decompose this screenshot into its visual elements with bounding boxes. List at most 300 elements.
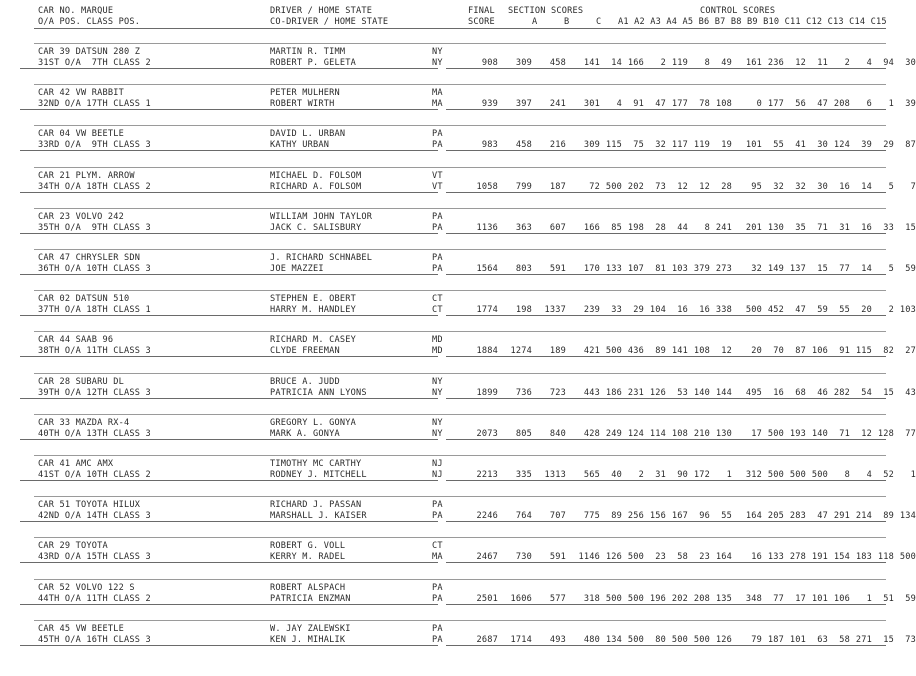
control-score — [732, 182, 740, 192]
control-score: 1 — [888, 99, 894, 110]
entry-underline — [20, 480, 438, 481]
control-score: 32 — [795, 181, 806, 192]
result-entry — [0, 88, 916, 118]
control-score: 32 — [655, 140, 666, 151]
control-score: 39 — [861, 140, 872, 151]
control-score: 133 — [767, 552, 784, 563]
control-score: 500 — [605, 593, 622, 604]
driver-name: GREGORY L. GONYA — [270, 417, 356, 428]
control-score: 89 — [655, 346, 666, 357]
control-score: 500 — [767, 470, 784, 480]
control-score: 164 — [745, 511, 762, 522]
car-marque: CAR 39 DATSUN 280 Z — [38, 47, 141, 57]
section-score: 443 — [583, 387, 600, 398]
entry-divider — [34, 249, 886, 250]
control-score: 30 — [905, 58, 916, 68]
control-score: 103 — [899, 305, 916, 316]
control-score: 12 — [699, 181, 710, 192]
control-score: 144 — [715, 387, 732, 398]
control-score: 101 — [745, 140, 762, 151]
control-score: 177 — [767, 99, 784, 110]
control-score: 15 — [905, 222, 916, 233]
control-score: 47 — [655, 99, 666, 110]
control-score — [732, 58, 740, 68]
final-score: 2246 — [476, 511, 498, 522]
result-entry — [0, 459, 916, 489]
control-score — [732, 99, 740, 109]
result-entry — [0, 129, 916, 159]
score-values — [468, 552, 916, 562]
section-score: 318 — [583, 593, 600, 604]
control-score: 43 — [905, 387, 916, 398]
control-score: 54 — [861, 387, 872, 398]
driver-state: PA — [432, 211, 443, 222]
control-score: 16 — [839, 181, 850, 192]
driver-state: CT — [432, 541, 443, 552]
overall-class-position: 31ST O/A 7TH CLASS 2 — [38, 58, 151, 68]
driver-name: BRUCE A. JUDD — [270, 376, 340, 387]
section-score: 591 — [549, 552, 566, 563]
section-score: 166 — [583, 222, 600, 233]
codriver-name: PATRICIA ANN LYONS — [270, 387, 367, 398]
section-score: 309 — [583, 140, 600, 151]
control-score: 191 — [811, 552, 828, 563]
result-entry — [0, 541, 916, 571]
final-score: 1774 — [476, 305, 498, 316]
control-score: 14 — [611, 58, 622, 68]
control-score: 27 — [905, 346, 916, 357]
control-score — [732, 223, 740, 233]
control-score: 338 — [715, 305, 732, 316]
control-score: 47 — [817, 99, 828, 110]
driver-name: RICHARD J. PASSAN — [270, 500, 362, 511]
control-score: 14 — [861, 264, 872, 274]
control-score — [732, 511, 740, 521]
control-score: 500 — [899, 552, 916, 563]
scores-underline — [446, 521, 886, 522]
overall-class-position: 42ND O/A 14TH CLASS 3 — [38, 511, 151, 522]
overall-class-position: 36TH O/A 10TH CLASS 3 — [38, 264, 151, 274]
control-score: 17 — [795, 593, 806, 604]
control-score: 28 — [655, 222, 666, 233]
car-marque: CAR 04 VW BEETLE — [38, 129, 124, 140]
overall-class-position: 40TH O/A 13TH CLASS 3 — [38, 428, 151, 439]
result-entry — [0, 211, 916, 242]
control-score — [732, 264, 740, 274]
control-score: 101 — [789, 634, 806, 645]
control-score: 231 — [627, 387, 644, 398]
codriver-state: VT — [432, 181, 443, 192]
control-score: 379 — [693, 264, 710, 274]
overall-class-position: 41ST O/A 10TH CLASS 2 — [38, 470, 151, 480]
result-entry — [0, 170, 916, 201]
section-score: 775 — [583, 511, 600, 522]
entry-divider — [34, 537, 886, 538]
column-header — [0, 4, 900, 44]
driver-name: STEPHEN E. OBERT — [270, 294, 356, 305]
control-score: 44 — [677, 222, 688, 233]
section-score: 707 — [549, 511, 566, 522]
entry-divider — [34, 84, 886, 85]
control-score: 40 — [611, 470, 622, 480]
header-control-scores: CONTROL SCORES — [700, 6, 776, 16]
overall-class-position: 32ND O/A 17TH CLASS 1 — [38, 99, 151, 110]
result-entry — [0, 623, 916, 654]
codriver-state: NJ — [432, 470, 443, 480]
driver-name: ROBERT G. VOLL — [270, 541, 346, 552]
section-score: 363 — [515, 222, 532, 233]
car-marque: CAR 52 VOLVO 122 S — [38, 582, 135, 593]
section-score: 458 — [515, 140, 532, 151]
final-score: 1884 — [476, 346, 498, 357]
codriver-state: MA — [432, 99, 443, 110]
control-score: 73 — [655, 181, 666, 192]
driver-name: RICHARD M. CASEY — [270, 335, 356, 346]
control-score: 8 — [704, 58, 710, 68]
control-score: 71 — [839, 428, 850, 439]
control-score: 104 — [649, 305, 666, 316]
control-score: 205 — [767, 511, 784, 522]
control-score: 51 — [883, 593, 894, 604]
score-values — [468, 264, 916, 274]
codriver-name: RICHARD A. FOLSOM — [270, 181, 362, 192]
section-score: 241 — [549, 99, 566, 110]
control-score: 59 — [905, 264, 916, 274]
control-score: 20 — [861, 305, 872, 316]
control-score: 33 — [611, 305, 622, 316]
score-values — [468, 470, 916, 480]
control-score: 108 — [693, 346, 710, 357]
control-score: 90 — [677, 470, 688, 480]
control-score: 8 — [844, 470, 850, 480]
section-score: 72 — [589, 181, 600, 192]
control-score: 2 — [844, 58, 850, 68]
codriver-name: CLYDE FREEMAN — [270, 346, 340, 357]
scores-underline — [446, 604, 886, 605]
final-score: 1058 — [476, 181, 498, 192]
entry-underline — [20, 604, 438, 605]
control-score: 135 — [715, 593, 732, 604]
control-score: 283 — [789, 511, 806, 522]
control-score: 126 — [605, 552, 622, 563]
control-score: 19 — [721, 140, 732, 151]
control-score: 452 — [767, 305, 784, 316]
control-score — [732, 388, 740, 398]
section-score: 736 — [515, 387, 532, 398]
control-score: 137 — [789, 264, 806, 274]
codriver-name: PATRICIA ENZMAN — [270, 593, 351, 604]
driver-state: NY — [432, 47, 443, 57]
codriver-state: NY — [432, 387, 443, 398]
control-score — [732, 635, 740, 645]
control-score: 172 — [693, 470, 710, 480]
control-score: 278 — [789, 552, 806, 563]
control-score: 208 — [693, 593, 710, 604]
control-score: 91 — [633, 99, 644, 110]
control-score: 12 — [677, 181, 688, 192]
control-score: 46 — [817, 387, 828, 398]
control-score: 41 — [795, 140, 806, 151]
final-score: 2213 — [476, 470, 498, 480]
control-score: 7 — [910, 181, 916, 192]
codriver-state: MA — [432, 552, 443, 563]
final-score: 1564 — [476, 264, 498, 274]
section-score: 730 — [515, 552, 532, 563]
control-score: 56 — [795, 99, 806, 110]
control-score: 128 — [877, 428, 894, 439]
overall-class-position: 38TH O/A 11TH CLASS 3 — [38, 346, 151, 357]
control-score: 126 — [649, 387, 666, 398]
score-values — [468, 635, 916, 645]
control-score: 29 — [633, 305, 644, 316]
control-score: 15 — [883, 634, 894, 645]
section-score: 1714 — [510, 634, 532, 645]
section-score: 458 — [549, 58, 566, 68]
section-score: 1146 — [578, 552, 600, 563]
entry-underline — [20, 398, 438, 399]
codriver-name: MARSHALL J. KAISER — [270, 511, 367, 522]
car-marque: CAR 23 VOLVO 242 — [38, 211, 124, 222]
control-score: 15 — [817, 264, 828, 274]
control-score: 81 — [655, 264, 666, 274]
control-score: 500 — [671, 634, 688, 645]
control-score: 108 — [671, 428, 688, 439]
section-score: 577 — [549, 593, 566, 604]
control-score: 75 — [633, 140, 644, 151]
entry-divider — [34, 579, 886, 580]
control-score: 101 — [811, 593, 828, 604]
control-score: 28 — [721, 181, 732, 192]
control-score: 58 — [677, 552, 688, 563]
control-score: 134 — [605, 634, 622, 645]
result-entry — [0, 582, 916, 613]
section-score: 187 — [549, 181, 566, 192]
entry-underline — [20, 439, 438, 440]
control-score: 55 — [839, 305, 850, 316]
codriver-state: PA — [432, 593, 443, 604]
control-score: 2 — [660, 58, 666, 68]
control-score: 79 — [751, 634, 762, 645]
header-final: FINAL — [468, 6, 495, 16]
scores-underline — [446, 480, 886, 481]
control-score: 77 — [773, 593, 784, 604]
entry-underline — [20, 233, 438, 234]
control-score: 166 — [627, 58, 644, 68]
section-score: 723 — [549, 387, 566, 398]
entry-divider — [34, 620, 886, 621]
header-car-marque: CAR NO. MARQUE — [38, 6, 114, 16]
driver-state: MD — [432, 335, 443, 346]
entry-underline — [20, 150, 438, 151]
control-score: 161 — [745, 58, 762, 68]
scores-underline — [446, 398, 886, 399]
header-position: O/A POS. CLASS POS. — [38, 17, 141, 27]
entry-underline — [20, 356, 438, 357]
overall-class-position: 39TH O/A 12TH CLASS 3 — [38, 387, 151, 398]
header-section-scores: SECTION SCORES — [508, 6, 584, 16]
section-score: 1274 — [510, 346, 532, 357]
control-score: 15 — [883, 387, 894, 398]
control-score: 16 — [773, 387, 784, 398]
control-score: 187 — [767, 634, 784, 645]
codriver-name: MARK A. GONYA — [270, 428, 340, 439]
codriver-name: JACK C. SALISBURY — [270, 222, 362, 233]
control-score: 500 — [767, 428, 784, 439]
header-score: SCORE — [468, 17, 495, 27]
car-marque: CAR 29 TOYOTA — [38, 541, 108, 552]
control-score: 16 — [677, 305, 688, 316]
entry-divider — [34, 331, 886, 332]
control-score: 201 — [745, 222, 762, 233]
control-score: 164 — [715, 552, 732, 563]
score-values — [468, 182, 916, 192]
section-score: 198 — [515, 305, 532, 316]
control-score: 16 — [861, 222, 872, 233]
control-score: 119 — [693, 140, 710, 151]
driver-state: PA — [432, 582, 443, 593]
section-score: 309 — [515, 58, 532, 68]
control-score: 214 — [855, 511, 872, 522]
section-score: 840 — [549, 428, 566, 439]
control-score: 500 — [605, 181, 622, 192]
codriver-state: NY — [432, 428, 443, 439]
control-score: 282 — [833, 387, 850, 398]
control-score: 1 — [866, 593, 872, 604]
driver-state: PA — [432, 129, 443, 140]
control-score: 14 — [861, 181, 872, 192]
control-score — [732, 140, 740, 150]
control-score: 436 — [627, 346, 644, 357]
car-marque: CAR 02 DATSUN 510 — [38, 294, 130, 305]
control-score: 20 — [751, 346, 762, 357]
control-score: 186 — [605, 387, 622, 398]
section-score: 216 — [549, 140, 566, 151]
control-score: 103 — [671, 264, 688, 274]
section-score: 189 — [549, 346, 566, 357]
codriver-name: ROBERT WIRTH — [270, 99, 335, 110]
scores-underline — [446, 562, 886, 563]
scores-underline — [446, 68, 886, 69]
control-score: 53 — [677, 387, 688, 398]
result-entry — [0, 335, 916, 365]
result-entry — [0, 500, 916, 530]
control-score: 11 — [817, 58, 828, 68]
entry-underline — [20, 192, 438, 193]
section-score: 421 — [583, 346, 600, 357]
section-score: 141 — [583, 58, 600, 68]
control-score: 96 — [699, 511, 710, 522]
result-entry — [0, 417, 916, 448]
control-score: 241 — [715, 222, 732, 233]
section-score: 1337 — [544, 305, 566, 316]
control-score: 82 — [883, 346, 894, 357]
control-score: 8 — [704, 222, 710, 233]
header-section-a: A — [532, 17, 538, 27]
header-driver-state: DRIVER / HOME STATE — [270, 6, 373, 16]
control-score: 2 — [638, 470, 644, 480]
section-score: 805 — [515, 428, 532, 439]
control-score: 78 — [699, 99, 710, 110]
driver-name: ROBERT ALSPACH — [270, 582, 346, 593]
control-score: 5 — [888, 264, 894, 274]
control-score: 291 — [833, 511, 850, 522]
control-score — [732, 346, 740, 356]
control-score: 12 — [721, 346, 732, 357]
driver-name: MARTIN R. TIMM — [270, 47, 346, 57]
control-score: 59 — [905, 593, 916, 604]
driver-state: PA — [432, 623, 443, 634]
control-score: 29 — [883, 140, 894, 151]
scores-underline — [446, 439, 886, 440]
result-entry — [0, 253, 916, 283]
control-score: 77 — [839, 264, 850, 274]
header-section-b: B — [564, 17, 570, 27]
result-entry — [0, 47, 916, 77]
control-score: 31 — [655, 470, 666, 480]
control-score: 500 — [745, 305, 762, 316]
control-score: 183 — [855, 552, 872, 563]
section-score: 1606 — [510, 593, 532, 604]
score-values — [468, 223, 916, 233]
driver-state: NY — [432, 417, 443, 428]
entry-divider — [34, 125, 886, 126]
control-score: 63 — [817, 634, 828, 645]
control-score: 31 — [839, 222, 850, 233]
driver-state: PA — [432, 500, 443, 511]
car-marque: CAR 41 AMC AMX — [38, 459, 114, 469]
section-score: 335 — [515, 470, 532, 480]
entry-underline — [20, 645, 438, 646]
overall-class-position: 35TH O/A 9TH CLASS 3 — [38, 222, 151, 233]
control-score: 85 — [611, 222, 622, 233]
scores-underline — [446, 645, 886, 646]
entry-divider — [34, 43, 886, 44]
score-values — [468, 388, 916, 398]
control-score: 47 — [795, 305, 806, 316]
control-score: 130 — [767, 222, 784, 233]
codriver-state: PA — [432, 634, 443, 645]
codriver-state: NY — [432, 58, 443, 68]
score-values — [468, 58, 916, 68]
control-score: 107 — [627, 264, 644, 274]
codriver-state: PA — [432, 264, 443, 274]
driver-state: MA — [432, 88, 443, 99]
car-marque: CAR 44 SAAB 96 — [38, 335, 114, 346]
control-score: 236 — [767, 58, 784, 68]
scores-underline — [446, 150, 886, 151]
overall-class-position: 45TH O/A 16TH CLASS 3 — [38, 634, 151, 645]
control-score: 4 — [616, 99, 622, 110]
car-marque: CAR 28 SUBARU DL — [38, 376, 124, 387]
header-codriver-state: CO-DRIVER / HOME STATE — [270, 17, 389, 27]
entry-underline — [20, 521, 438, 522]
control-score: 49 — [721, 58, 732, 68]
final-score: 1136 — [476, 222, 498, 233]
control-score: 87 — [905, 140, 916, 151]
control-score: 193 — [789, 428, 806, 439]
final-score: 1899 — [476, 387, 498, 398]
section-score: 493 — [549, 634, 566, 645]
section-score: 799 — [515, 181, 532, 192]
driver-name: TIMOTHY MC CARTHY — [270, 459, 362, 469]
control-score: 2 — [888, 305, 894, 316]
control-score: 5 — [888, 181, 894, 192]
control-score: 167 — [671, 511, 688, 522]
final-score: 2073 — [476, 428, 498, 439]
section-score: 428 — [583, 428, 600, 439]
section-score: 397 — [515, 99, 532, 110]
control-score: 94 — [883, 58, 894, 68]
